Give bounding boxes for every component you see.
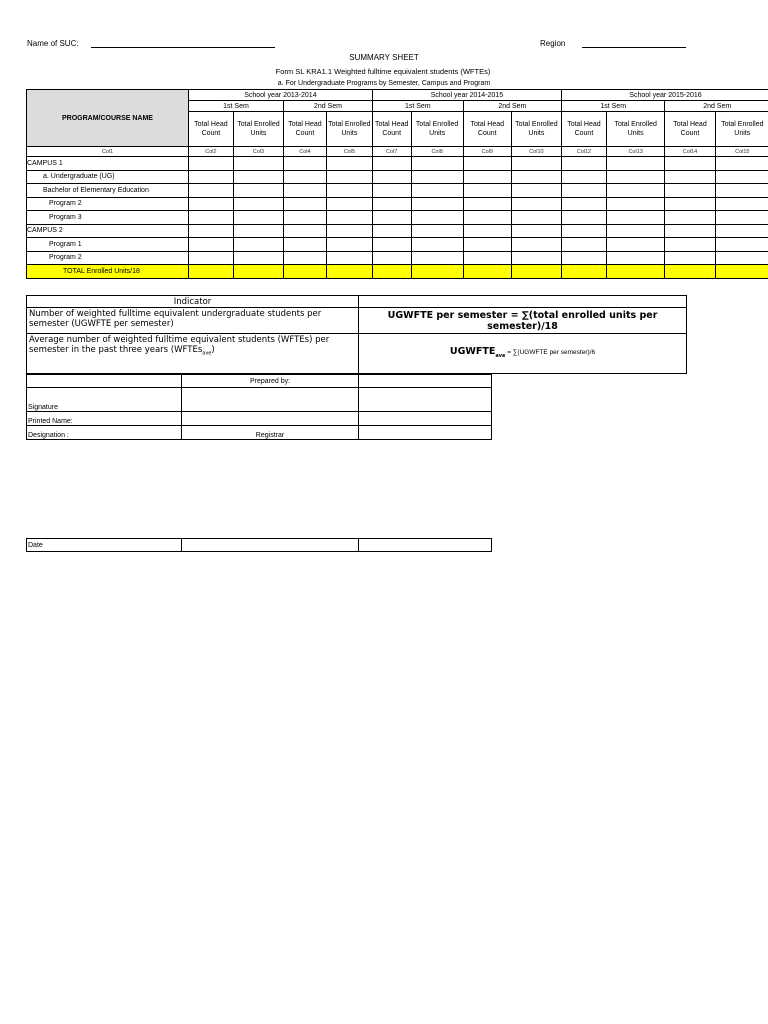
table-row	[27, 238, 768, 252]
data-cell[interactable]	[665, 170, 715, 184]
indicator-table	[26, 295, 687, 374]
data-cell[interactable]	[511, 157, 561, 171]
data-cell[interactable]	[372, 197, 411, 211]
enrolled-units-header: Total Enrolled Units	[411, 112, 463, 147]
data-cell[interactable]	[188, 251, 233, 265]
data-cell[interactable]	[284, 170, 327, 184]
data-cell[interactable]	[561, 170, 606, 184]
program-name-cell: Program 1	[27, 238, 189, 252]
data-cell[interactable]	[326, 224, 372, 238]
data-cell[interactable]	[411, 224, 463, 238]
table-row	[27, 170, 768, 184]
printed-name-field-2[interactable]	[359, 412, 492, 426]
column-number: Col13	[606, 147, 665, 157]
signature-field-2[interactable]	[359, 388, 492, 412]
data-cell[interactable]	[372, 157, 411, 171]
data-cell[interactable]	[411, 238, 463, 252]
data-cell[interactable]	[326, 238, 372, 252]
total-cell[interactable]	[188, 265, 233, 279]
enrollment-table	[26, 89, 768, 279]
data-cell[interactable]	[511, 211, 561, 225]
data-cell[interactable]	[606, 251, 665, 265]
total-cell[interactable]	[411, 265, 463, 279]
column-number: Col10	[511, 147, 561, 157]
data-cell[interactable]	[606, 211, 665, 225]
designation-value[interactable]: Registrar	[182, 426, 359, 440]
data-cell[interactable]	[411, 157, 463, 171]
school-year-header: School year 2014-2015	[372, 90, 561, 101]
column-number: Col9	[463, 147, 511, 157]
enrolled-units-header: Total Enrolled Units	[326, 112, 372, 147]
data-cell[interactable]	[715, 251, 768, 265]
data-cell[interactable]	[463, 211, 511, 225]
name-of-suc-label: Name of SUC:	[27, 39, 79, 48]
data-cell[interactable]	[561, 238, 606, 252]
total-cell[interactable]	[606, 265, 665, 279]
data-cell[interactable]	[463, 157, 511, 171]
data-cell[interactable]	[188, 211, 233, 225]
total-cell[interactable]	[284, 265, 327, 279]
data-cell[interactable]	[326, 184, 372, 198]
data-cell[interactable]	[463, 170, 511, 184]
program-name-cell: Program 2	[27, 197, 189, 211]
signature-label: Signature	[27, 388, 182, 412]
data-cell[interactable]	[511, 224, 561, 238]
sig-blank	[359, 375, 492, 388]
total-cell[interactable]	[463, 265, 511, 279]
semester-header: 1st Sem	[372, 101, 463, 112]
data-cell[interactable]	[511, 251, 561, 265]
data-cell[interactable]	[411, 170, 463, 184]
column-number: Col14	[665, 147, 715, 157]
data-cell[interactable]	[606, 238, 665, 252]
wftes-ave-subscript: ave	[202, 350, 212, 357]
data-cell[interactable]	[326, 157, 372, 171]
data-cell[interactable]	[715, 211, 768, 225]
data-cell[interactable]	[606, 224, 665, 238]
semester-header: 1st Sem	[188, 101, 283, 112]
data-cell[interactable]	[665, 211, 715, 225]
total-label: TOTAL Enrolled Units/18	[27, 265, 189, 279]
data-cell[interactable]	[561, 251, 606, 265]
data-cell[interactable]	[561, 184, 606, 198]
form-title: Form SL KRA1.1 Weighted fulltime equivalent students (WFTEs)	[275, 67, 491, 76]
total-cell[interactable]	[233, 265, 283, 279]
page-title: SUMMARY SHEET	[349, 53, 419, 62]
column-number: Col3	[233, 147, 283, 157]
enrolled-units-header: Total Enrolled Units	[511, 112, 561, 147]
total-cell[interactable]	[715, 265, 768, 279]
data-cell[interactable]	[606, 170, 665, 184]
data-cell[interactable]	[606, 184, 665, 198]
data-cell[interactable]	[463, 238, 511, 252]
prepared-by-label: Prepared by:	[182, 375, 359, 388]
ugwfte-ave-formula-rest: = ∑(UGWFTE per semester)/6	[505, 348, 596, 356]
data-cell[interactable]	[511, 197, 561, 211]
data-cell[interactable]	[665, 184, 715, 198]
data-cell[interactable]	[372, 251, 411, 265]
data-cell[interactable]	[665, 238, 715, 252]
table-row	[27, 157, 768, 171]
data-cell[interactable]	[188, 184, 233, 198]
data-cell[interactable]	[561, 224, 606, 238]
data-cell[interactable]	[188, 157, 233, 171]
program-name-cell: Program 2	[27, 251, 189, 265]
program-name-cell: Program 3	[27, 211, 189, 225]
data-cell[interactable]	[233, 157, 283, 171]
signature-field[interactable]	[182, 388, 359, 412]
semester-header: 2nd Sem	[665, 101, 768, 112]
data-cell[interactable]	[411, 197, 463, 211]
table-row	[27, 197, 768, 211]
data-cell[interactable]	[561, 211, 606, 225]
total-cell[interactable]	[372, 265, 411, 279]
data-cell[interactable]	[233, 197, 283, 211]
data-cell[interactable]	[665, 157, 715, 171]
data-cell[interactable]	[284, 184, 327, 198]
data-cell[interactable]	[188, 170, 233, 184]
data-cell[interactable]	[372, 170, 411, 184]
data-cell[interactable]	[233, 238, 283, 252]
total-cell[interactable]	[326, 265, 372, 279]
indicator-ugwfte-text: Number of weighted fulltime equivalent undergraduate students per semester (UGWFTE per semester)	[27, 308, 359, 334]
data-cell[interactable]	[463, 251, 511, 265]
data-cell[interactable]	[284, 224, 327, 238]
data-cell[interactable]	[561, 197, 606, 211]
table-row	[27, 251, 768, 265]
form-subtitle: a. For Undergraduate Programs by Semester, Campus and Program	[277, 80, 491, 87]
designation-field-2[interactable]	[359, 426, 492, 440]
enrolled-units-header: Total Enrolled Units	[606, 112, 665, 147]
data-cell[interactable]	[233, 170, 283, 184]
data-cell[interactable]	[411, 251, 463, 265]
region-field[interactable]	[582, 47, 686, 48]
semester-header: 1st Sem	[561, 101, 664, 112]
data-cell[interactable]	[463, 184, 511, 198]
date-label: Date	[27, 539, 182, 552]
column-number: Col5	[326, 147, 372, 157]
data-cell[interactable]	[511, 184, 561, 198]
total-cell[interactable]	[511, 265, 561, 279]
data-cell[interactable]	[233, 251, 283, 265]
printed-name-field[interactable]	[182, 412, 359, 426]
ugwfte-ave-formula	[359, 334, 687, 374]
data-cell[interactable]	[326, 211, 372, 225]
data-cell[interactable]	[561, 157, 606, 171]
data-cell[interactable]	[715, 238, 768, 252]
data-cell[interactable]	[284, 157, 327, 171]
table-row	[27, 224, 768, 238]
head-count-header: Total Head Count	[372, 112, 411, 147]
data-cell[interactable]	[665, 224, 715, 238]
data-cell[interactable]	[326, 197, 372, 211]
wftes-ave-text-end: )	[211, 345, 215, 355]
table-row	[27, 211, 768, 225]
date-field-2[interactable]	[359, 539, 492, 552]
sig-blank	[27, 375, 182, 388]
ugwfte-formula: UGWFTE per semester = ∑(total enrolled units per semester)/18	[359, 308, 687, 334]
semester-header: 2nd Sem	[284, 101, 373, 112]
data-cell[interactable]	[284, 197, 327, 211]
data-cell[interactable]	[233, 224, 283, 238]
data-cell[interactable]	[372, 238, 411, 252]
data-cell[interactable]	[715, 197, 768, 211]
column-number: Col8	[411, 147, 463, 157]
data-cell[interactable]	[188, 197, 233, 211]
date-table	[26, 538, 492, 552]
head-count-header: Total Head Count	[463, 112, 511, 147]
program-course-header: PROGRAM/COURSE NAME	[27, 90, 189, 147]
ugwfte-ave-formula-main: UGWFTE	[449, 345, 496, 357]
printed-name-label: Printed Name:	[27, 412, 182, 426]
enrolled-units-header: Total Enrolled Units	[233, 112, 283, 147]
column-number: Col7	[372, 147, 411, 157]
total-row	[27, 265, 768, 279]
data-cell[interactable]	[284, 211, 327, 225]
indicator-header-blank	[359, 296, 687, 308]
data-cell[interactable]	[188, 238, 233, 252]
data-cell[interactable]	[511, 238, 561, 252]
data-cell[interactable]	[665, 251, 715, 265]
signature-table	[26, 374, 492, 440]
date-field[interactable]	[182, 539, 359, 552]
program-name-cell: a. Undergraduate (UG)	[27, 170, 189, 184]
data-cell[interactable]	[372, 184, 411, 198]
data-cell[interactable]	[665, 197, 715, 211]
program-name-cell: Bachelor of Elementary Education	[27, 184, 189, 198]
data-cell[interactable]	[233, 211, 283, 225]
data-cell[interactable]	[284, 238, 327, 252]
data-cell[interactable]	[511, 170, 561, 184]
data-cell[interactable]	[284, 251, 327, 265]
data-cell[interactable]	[411, 211, 463, 225]
school-year-header: School year 2013-2014	[188, 90, 372, 101]
data-cell[interactable]	[463, 224, 511, 238]
data-cell[interactable]	[372, 211, 411, 225]
head-count-header: Total Head Count	[188, 112, 233, 147]
ugwfte-ave-subscript: ave	[495, 352, 506, 359]
indicator-wftes-ave-text	[27, 334, 359, 374]
data-cell[interactable]	[606, 157, 665, 171]
head-count-header: Total Head Count	[665, 112, 715, 147]
column-number: Col2	[188, 147, 233, 157]
semester-header: 2nd Sem	[463, 101, 561, 112]
data-cell[interactable]	[715, 170, 768, 184]
data-cell[interactable]	[233, 184, 283, 198]
data-cell[interactable]	[188, 224, 233, 238]
enrolled-units-header: Total Enrolled Units	[715, 112, 768, 147]
school-year-header: School year 2015-2016	[561, 90, 768, 101]
head-count-header: Total Head Count	[284, 112, 327, 147]
data-cell[interactable]	[606, 197, 665, 211]
total-cell[interactable]	[561, 265, 606, 279]
region-label: Region	[540, 39, 566, 48]
program-name-cell: CAMPUS 1	[27, 157, 189, 171]
wftes-ave-text-main: Average number of weighted fulltime equivalent students (WFTEs) per semester in the past three years (WFTEs	[29, 335, 330, 355]
data-cell[interactable]	[463, 197, 511, 211]
data-cell[interactable]	[326, 170, 372, 184]
data-cell[interactable]	[411, 184, 463, 198]
head-count-header: Total Head Count	[561, 112, 606, 147]
column-number: Col12	[561, 147, 606, 157]
program-name-cell: CAMPUS 2	[27, 224, 189, 238]
data-cell[interactable]	[715, 224, 768, 238]
column-number: Col4	[284, 147, 327, 157]
table-row	[27, 184, 768, 198]
column-number: Col1	[27, 147, 189, 157]
data-cell[interactable]	[372, 224, 411, 238]
column-number: Col15	[715, 147, 768, 157]
total-cell[interactable]	[665, 265, 715, 279]
indicator-header: Indicator	[27, 296, 359, 308]
data-cell[interactable]	[326, 251, 372, 265]
data-cell[interactable]	[715, 157, 768, 171]
data-cell[interactable]	[715, 184, 768, 198]
designation-label: Designation :	[27, 426, 182, 440]
name-of-suc-field[interactable]	[91, 47, 275, 48]
